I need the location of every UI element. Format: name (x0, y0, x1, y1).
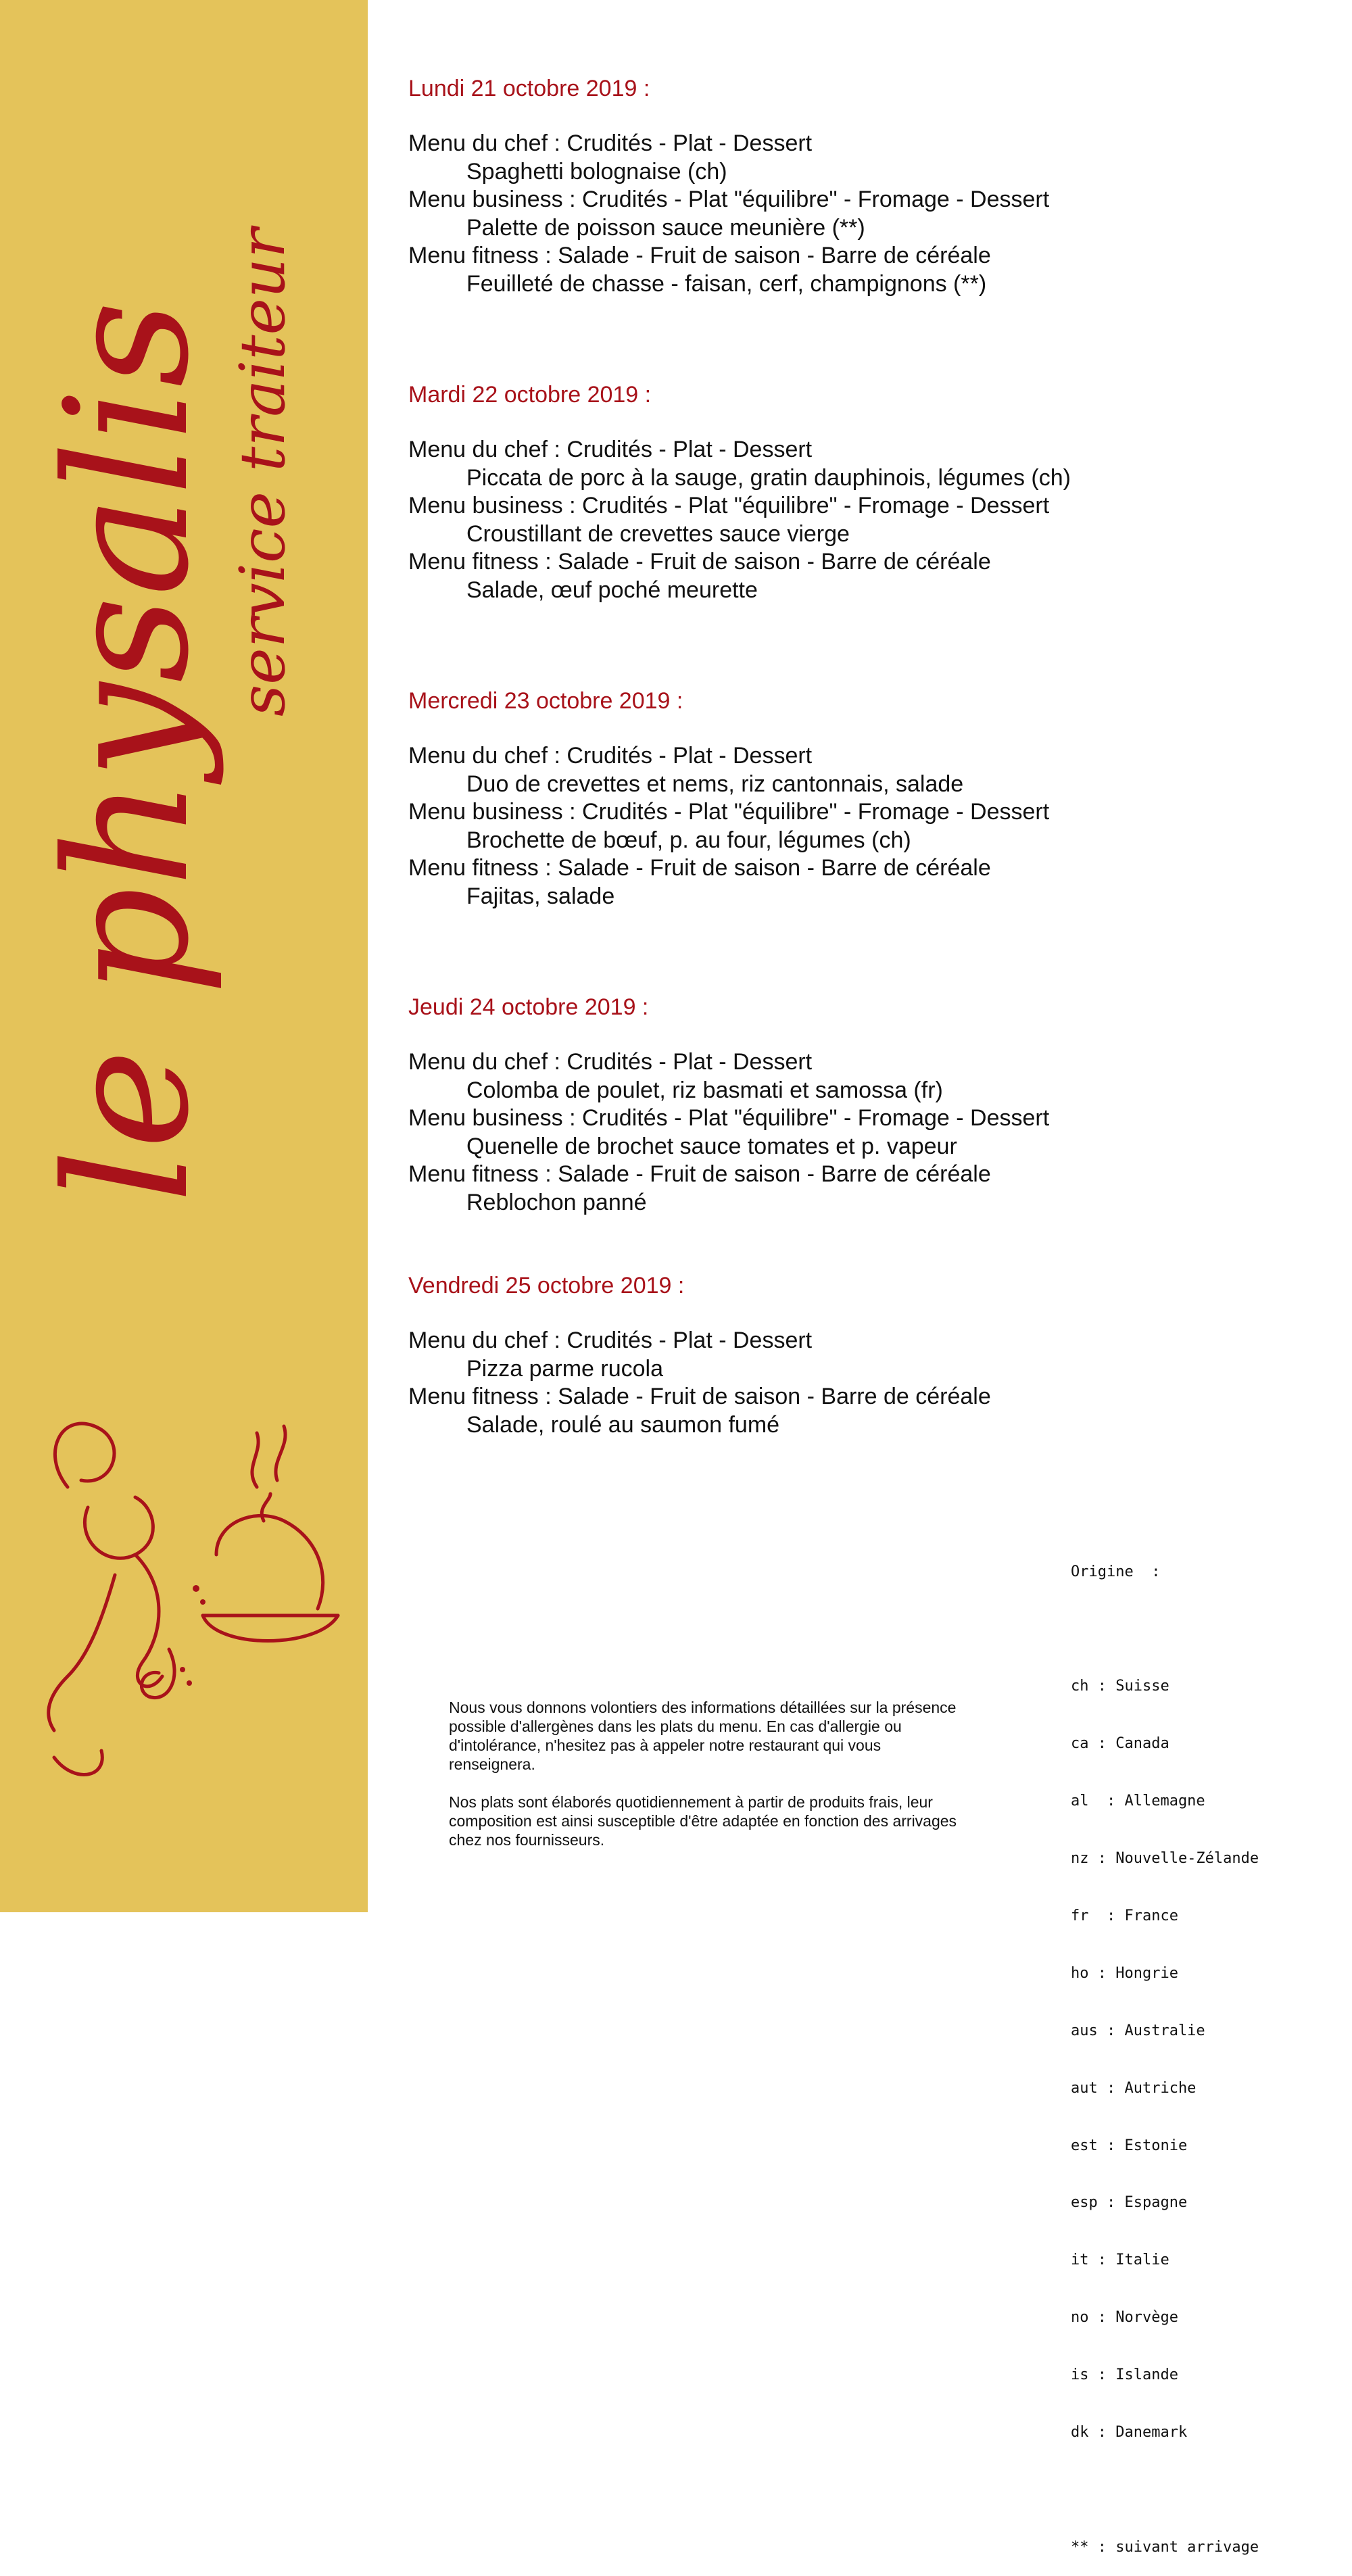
dish-name: Piccata de porc à la sauge, gratin dauphinois, légumes (ch) (466, 464, 1071, 491)
dish-name: Brochette de bœuf, p. au four, légumes (ch) (466, 827, 911, 853)
origin-item: aut : Autriche (1071, 2079, 1197, 2097)
menu-label: Menu du chef : Crudités - Plat - Dessert (408, 130, 813, 156)
origin-item: ho : Hongrie (1071, 1964, 1178, 1982)
origin-item: is : Islande (1071, 2366, 1178, 2384)
dish-name: Palette de poisson sauce meunière (**) (466, 214, 865, 241)
origin-item: it : Italie (1071, 2252, 1169, 2269)
dish-name: Reblochon panné (466, 1189, 647, 1215)
day-block (408, 1271, 991, 1439)
menu-label: Menu fitness : Salade - Fruit de saison - Barre de céréale (408, 1384, 991, 1409)
menu-label: Menu business : Crudités - Plat "équilibre" - Fromage - Dessert (408, 799, 1050, 825)
menu-label: Menu du chef : Crudités - Plat - Dessert (408, 1328, 813, 1353)
day-title: Lundi 21 octobre 2019 : (408, 76, 650, 101)
dish-name: Duo de crevettes et nems, riz cantonnais, salade (466, 771, 964, 797)
origin-legend (1071, 1524, 1341, 2576)
day-title: Vendredi 25 octobre 2019 : (408, 1273, 685, 1298)
dish-name: Feuilleté de chasse - faisan, cerf, champignons (**) (466, 270, 987, 297)
day-block (408, 74, 1049, 298)
brand-tagline: service traiteur (226, 228, 299, 716)
brand-artwork (0, 0, 368, 1912)
brand-name: le physalis (29, 300, 226, 1203)
allergen-notice: Nous vous donnons volontiers des informations détaillées sur la présence possible d'allergènes dans les plats du menu. En cas d'allergie ou d'intolérance, n'hesitez pas à appeler notre restaurant qui vous renseignera. (449, 1699, 957, 1773)
origin-title: Origine : (1071, 1563, 1161, 1580)
day-block (408, 993, 1049, 1217)
dish-name: Quenelle de brochet sauce tomates et p. vapeur (466, 1133, 957, 1159)
freshness-notice: Nos plats sont élaborés quotidiennement à partir de produits frais, leur composition est ainsi susceptible d'être adaptée en fonction des arrivages chez nos fournisseurs. (449, 1793, 957, 1849)
day-block (408, 381, 1071, 604)
dish-name: Fajitas, salade (466, 883, 615, 909)
menu-label: Menu fitness : Salade - Fruit de saison - Barre de céréale (408, 243, 991, 268)
origin-item: ca : Canada (1071, 1735, 1169, 1753)
menu-label: Menu business : Crudités - Plat "équilibre" - Fromage - Dessert (408, 1105, 1050, 1131)
origin-item: nz : Nouvelle-Zélande (1071, 1850, 1259, 1868)
origin-item: esp : Espagne (1071, 2194, 1188, 2212)
dish-name: Colomba de poulet, riz basmati et samossa (fr) (466, 1077, 943, 1103)
day-title: Mercredi 23 octobre 2019 : (408, 688, 683, 714)
chef-cloche-icon (49, 1424, 338, 1774)
info-notice (449, 1698, 963, 1868)
origin-item: est : Estonie (1071, 2137, 1188, 2154)
dish-name: Pizza parme rucola (466, 1355, 664, 1382)
menu-label: Menu fitness : Salade - Fruit de saison - Barre de céréale (408, 1161, 991, 1187)
day-block (408, 687, 1049, 910)
dish-name: Salade, œuf poché meurette (466, 577, 758, 603)
dish-name: Spaghetti bolognaise (ch) (466, 158, 727, 185)
menu-label: Menu fitness : Salade - Fruit de saison - Barre de céréale (408, 549, 991, 575)
origin-item: dk : Danemark (1071, 2423, 1188, 2441)
menu-label: Menu du chef : Crudités - Plat - Dessert (408, 743, 813, 769)
dish-name: Croustillant de crevettes sauce vierge (466, 520, 850, 547)
origin-item: aus : Australie (1071, 2022, 1205, 2039)
origin-item: al : Allemagne (1071, 1793, 1205, 1810)
origin-item: ch : Suisse (1071, 1678, 1169, 1695)
day-title: Mardi 22 octobre 2019 : (408, 382, 652, 408)
menu-label: Menu fitness : Salade - Fruit de saison - Barre de céréale (408, 855, 991, 881)
day-title: Jeudi 24 octobre 2019 : (408, 994, 649, 1020)
dish-name: Salade, roulé au saumon fumé (466, 1411, 780, 1438)
menu-label: Menu du chef : Crudités - Plat - Dessert (408, 437, 813, 462)
menu-label: Menu business : Crudités - Plat "équilibre" - Fromage - Dessert (408, 493, 1050, 518)
origin-item: fr : France (1071, 1907, 1178, 1924)
menu-label: Menu du chef : Crudités - Plat - Dessert (408, 1049, 813, 1075)
origin-note: ** : suivant arrivage (1071, 2538, 1259, 2556)
origin-item: no : Norvège (1071, 2309, 1178, 2327)
brand-sidebar (0, 0, 368, 1912)
menu-label: Menu business : Crudités - Plat "équilibre" - Fromage - Dessert (408, 187, 1050, 212)
ornament-dots (180, 1585, 206, 1686)
